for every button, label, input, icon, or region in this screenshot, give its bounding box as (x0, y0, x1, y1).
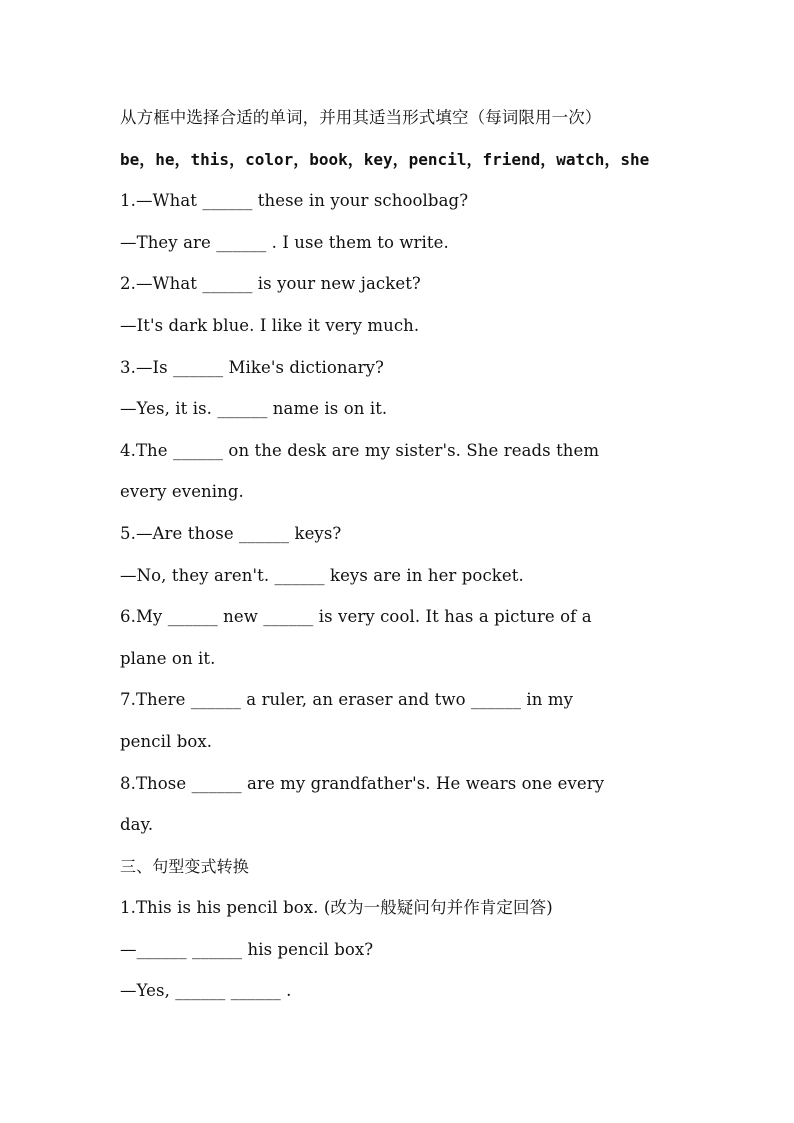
item-4-line-2: every evening. (120, 482, 244, 502)
item-5-answer: —No, they aren't. ______ keys are in her pocket. (120, 565, 524, 585)
section-3-item-1-answer: —Yes, ______ ______ . (120, 981, 292, 1001)
item-8-line-1: 8.Those ______ are my grandfather's. He wears one every (120, 773, 605, 793)
item-2-question: 2.—What ______ is your new jacket? (120, 274, 421, 294)
item-2-answer: —It's dark blue. I like it very much. (120, 315, 420, 335)
item-3-answer: —Yes, it is. ______ name is on it. (120, 399, 388, 419)
item-4-line-1: 4.The ______ on the desk are my sister's. She reads them (120, 440, 600, 460)
item-8-line-2: day. (120, 815, 154, 835)
item-5-question: 5.—Are those ______ keys? (120, 523, 342, 543)
item-1-answer: —They are ______ . I use them to write. (120, 232, 449, 252)
item-7-line-2: pencil box. (120, 731, 213, 751)
item-7-line-1: 7.There ______ a ruler, an eraser and two ______ in my (120, 690, 574, 710)
section-3-item-1: 1.This is his pencil box. (改为一般疑问句并作肯定回答) (120, 898, 553, 918)
item-6-line-1: 6.My ______ new ______ is very cool. It has a picture of a (120, 607, 592, 627)
instruction-text: 从方框中选择合适的单词，并用其适当形式填空（每词限用一次） (120, 108, 602, 127)
item-3-question: 3.—Is ______ Mike's dictionary? (120, 357, 384, 377)
section-3-item-1-question: —______ ______ his pencil box? (120, 939, 374, 959)
word-bank: be，he，this，color，book，key，pencil，friend，watch，she (120, 149, 650, 169)
section-3-heading: 三、句型变式转换 (120, 856, 249, 876)
worksheet-page (120, 97, 710, 1012)
item-6-line-2: plane on it. (120, 648, 216, 668)
item-1-question: 1.—What ______ these in your schoolbag? (120, 191, 469, 211)
